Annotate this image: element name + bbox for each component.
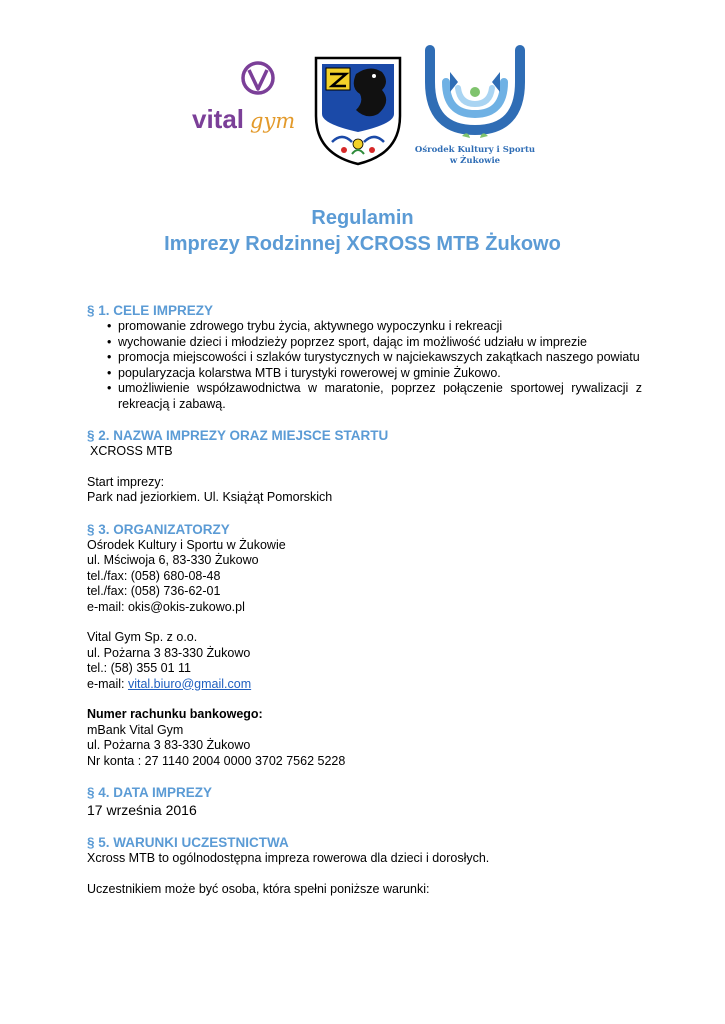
section1-heading: § 1. CELE IMPREZY [87, 303, 214, 318]
bank-line: ul. Pożarna 3 83-330 Żukowo [87, 738, 251, 752]
vital-gym-logo [190, 58, 300, 138]
okis-logo [410, 42, 540, 167]
vital-word: vital [192, 104, 245, 134]
section2-heading: § 2. NAZWA IMPREZY ORAZ MIEJSCE STARTU [87, 428, 389, 443]
list-item: • popularyzacja kolarstwa MTB i turystyki rowerowej w gminie Żukowo. [87, 366, 642, 382]
zukowo-coat-of-arms [312, 54, 404, 166]
start-label: Start imprezy: [87, 474, 165, 489]
address-line: e-mail: okis@okis-zukowo.pl [87, 599, 245, 614]
organizer-vital-gym [87, 630, 642, 692]
address-line: Ośrodek Kultury i Sportu w Żukowie [87, 537, 286, 552]
goals-list [87, 319, 642, 412]
address-line: ul. Pożarna 3 83-330 Żukowo [87, 645, 251, 660]
address-line: tel.: (58) 355 01 11 [87, 661, 192, 675]
list-item: • wychowanie dzieci i młodzieży poprzez sport, dając im możliwość udziału w imprezie [87, 335, 642, 351]
email-link[interactable]: vital.biuro@gmail.com [127, 676, 252, 691]
regulation-body [87, 302, 642, 897]
address-line: Vital Gym Sp. z o.o. [87, 630, 198, 644]
section4-heading: § 4. DATA IMPREZY [87, 785, 213, 800]
bank-line: Nr konta : 27 1140 2004 0000 3702 7562 5228 [87, 753, 346, 768]
conditions-intro: Xcross MTB to ogólnodostępna impreza rowerowa dla dzieci i dorosłych. [87, 851, 490, 865]
email-line [87, 677, 642, 693]
email-label: e-mail: [87, 676, 128, 691]
gym-word: gym [250, 109, 296, 133]
conditions-lead: Uczestnikiem może być osoba, która spełni poniższe warunki: [87, 881, 430, 896]
address-line: tel./fax: (058) 736-62-01 [87, 584, 221, 598]
bank-heading: Numer rachunku bankowego: [87, 707, 263, 721]
bank-details [87, 723, 642, 770]
section3-heading: § 3. ORGANIZATORZY [87, 521, 230, 537]
title-line1: Regulamin [311, 207, 414, 229]
document-title [0, 205, 725, 257]
section5-heading: § 5. WARUNKI UCZESTNICTWA [87, 835, 289, 850]
okis-name-line2: w Żukowie [449, 156, 501, 166]
list-item: • promocja miejscowości i szlaków turystycznych w najciekawszych zakątkach naszego powiatu [87, 350, 642, 366]
event-name: XCROSS MTB [90, 444, 173, 458]
list-item: • promowanie zdrowego trybu życia, aktywnego wypoczynku i rekreacji [87, 319, 642, 335]
title-line2: Imprezy Rodzinnej XCROSS MTB Żukowo [164, 233, 561, 255]
address-line: ul. Mściwoja 6, 83-330 Żukowo [87, 553, 259, 567]
start-place: Park nad jeziorkiem. Ul. Książąt Pomorskich [87, 490, 333, 504]
okis-name-line1: Ośrodek Kultury i Sportu [414, 145, 536, 155]
logo-bar [0, 40, 725, 170]
event-date: 17 września 2016 [87, 802, 197, 818]
organizer-okis [87, 538, 642, 616]
address-line: tel./fax: (058) 680-08-48 [87, 568, 221, 583]
bank-line: mBank Vital Gym [87, 722, 184, 737]
list-item: • umożliwienie współzawodnictwa w maratonie, poprzez połączenie sportowej rywalizacji z rekreacją i zabawą. [87, 381, 642, 412]
